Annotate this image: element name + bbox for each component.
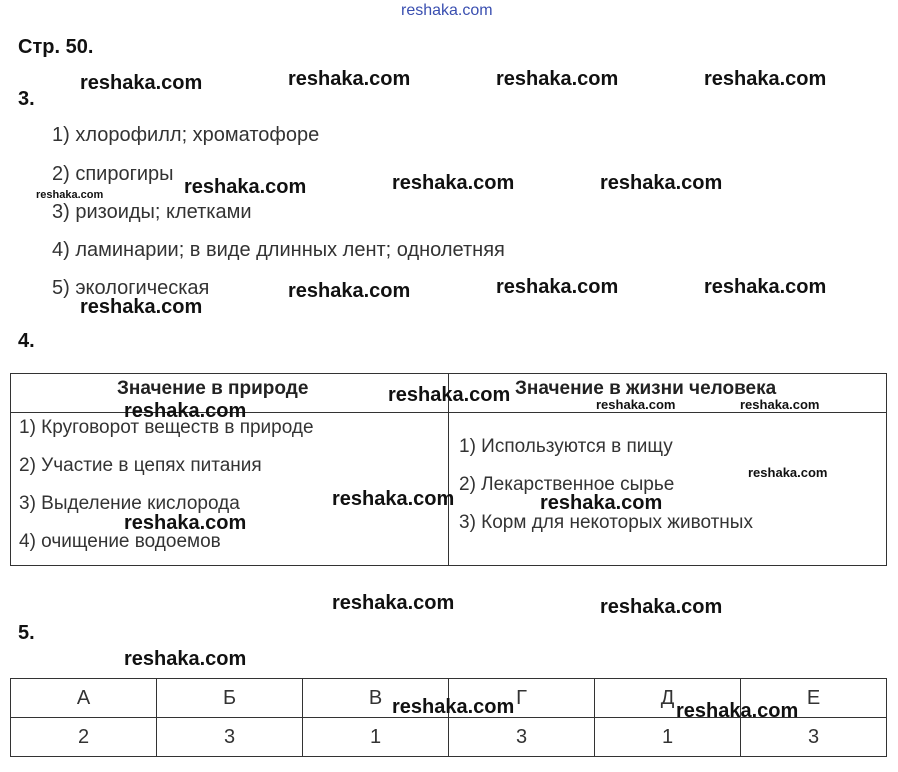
site-watermark-top: reshaka.com	[401, 2, 493, 19]
answer-3-5: 5) экологическая	[52, 277, 210, 299]
watermark: reshaka.com	[288, 68, 411, 90]
watermark: reshaka.com	[600, 596, 723, 618]
letter-cell: Б	[157, 679, 303, 718]
human-row-1: 1) Используются в пищу	[459, 436, 673, 457]
watermark: reshaka.com	[704, 276, 827, 298]
watermark: reshaka.com	[740, 397, 820, 412]
section-3-number: 3.	[18, 88, 35, 110]
watermark: reshaka.com	[124, 400, 247, 422]
answers-row	[11, 718, 887, 757]
letter-cell: Г	[449, 679, 595, 718]
nature-row-3: 3) Выделение кислорода	[19, 493, 240, 514]
watermark: reshaka.com	[124, 512, 247, 534]
watermark: reshaka.com	[496, 276, 619, 298]
header-nature: Значение в природе	[117, 378, 309, 399]
section-5-number: 5.	[18, 622, 35, 644]
answer-3-4: 4) ламинарии; в виде длинных лент; однолетняя	[52, 239, 505, 261]
letter-cell: А	[11, 679, 157, 718]
watermark: reshaka.com	[600, 172, 723, 194]
watermark: reshaka.com	[540, 492, 663, 514]
answer-cell: 2	[11, 718, 157, 757]
header-human: Значение в жизни человека	[515, 378, 777, 399]
watermark: reshaka.com	[392, 172, 515, 194]
watermark: reshaka.com	[496, 68, 619, 90]
watermark: reshaka.com	[184, 176, 307, 198]
watermark: reshaka.com	[332, 592, 455, 614]
watermark: reshaka.com	[80, 72, 203, 94]
answer-3-2: 2) спирогиры	[52, 163, 174, 185]
watermark: reshaka.com	[392, 696, 515, 718]
nature-row-2: 2) Участие в цепях питания	[19, 455, 262, 476]
watermark: reshaka.com	[36, 189, 104, 201]
letter-cell: Д	[595, 679, 741, 718]
watermark: reshaka.com	[748, 465, 828, 480]
human-row-3: 3) Корм для некоторых животных	[459, 512, 753, 533]
answer-3-1: 1) хлорофилл; хроматофоре	[52, 124, 320, 146]
watermark: reshaka.com	[332, 488, 455, 510]
watermark: reshaka.com	[596, 397, 676, 412]
watermark: reshaka.com	[124, 648, 247, 670]
human-row-2: 2) Лекарственное сырье	[459, 474, 675, 495]
answer-3-3: 3) ризоиды; клетками	[52, 201, 252, 223]
watermark: reshaka.com	[80, 296, 203, 318]
watermark: reshaka.com	[704, 68, 827, 90]
answer-cell: 3	[741, 718, 887, 757]
watermark: reshaka.com	[388, 384, 511, 406]
answer-cell: 3	[157, 718, 303, 757]
page-title: Стр. 50.	[18, 36, 94, 58]
nature-row-4: 4) очищение водоемов	[19, 531, 221, 552]
watermark: reshaka.com	[676, 700, 799, 722]
section-4-number: 4.	[18, 330, 35, 352]
answer-cell: 1	[303, 718, 449, 757]
answer-cell: 3	[449, 718, 595, 757]
answer-cell: 1	[595, 718, 741, 757]
watermark: reshaka.com	[288, 280, 411, 302]
letter-cell: Е	[741, 679, 887, 718]
nature-row-1: 1) Круговорот веществ в природе	[19, 417, 314, 438]
letter-cell: В	[303, 679, 449, 718]
